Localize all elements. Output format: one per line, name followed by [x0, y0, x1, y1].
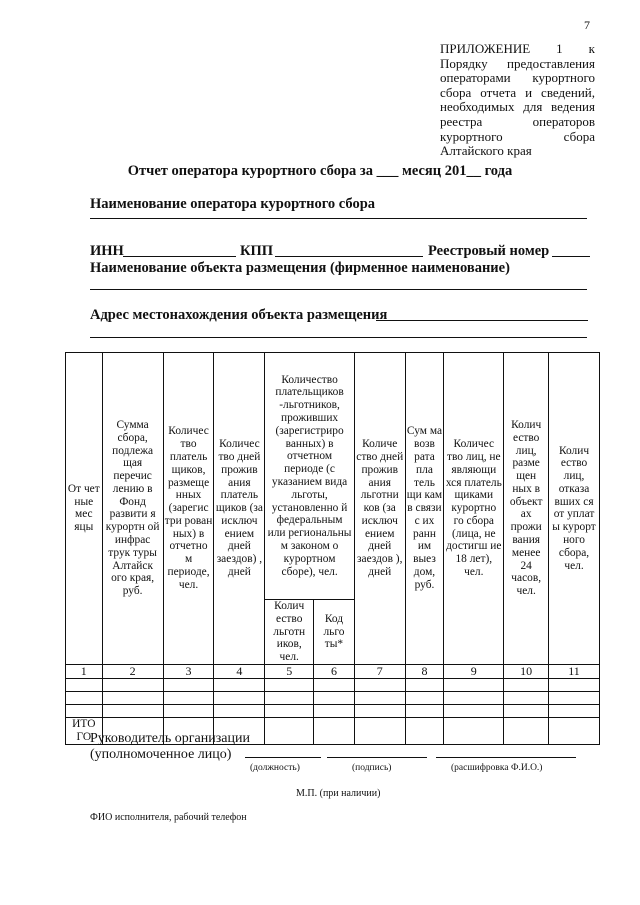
- kpp-field[interactable]: [275, 256, 423, 257]
- col-header-payers: Количес тво платель щиков, размеще нных (зарегис три рован ных) в отчетно м периоде, чел.: [163, 353, 214, 665]
- col-header-refund: Сум ма возв рата пла тель щи кам в связи с их ранн им выез дом, руб.: [405, 353, 444, 665]
- table-cell[interactable]: [444, 717, 504, 744]
- table-cell[interactable]: [163, 691, 214, 704]
- table-cell[interactable]: [405, 717, 444, 744]
- table-cell[interactable]: [549, 717, 600, 744]
- table-cell[interactable]: [314, 717, 355, 744]
- col-header-amount: Сумма сбора, подлежа щая перечис лению в Фонд развити я курортн ой инфрас трук туры Алтайск ого края, руб.: [102, 353, 163, 665]
- col-header-short-stay: Колич ество лиц, разме щен ных в объект ах прожи вания менее 24 часов, чел.: [504, 353, 549, 665]
- facility-name-label: Наименование объекта размещения (фирменное наименование): [90, 260, 510, 276]
- table-cell[interactable]: [444, 678, 504, 691]
- table-cell[interactable]: [405, 691, 444, 704]
- table-cell[interactable]: [66, 678, 103, 691]
- table-cell[interactable]: [504, 704, 549, 717]
- total-label: ИТО ГО: [66, 717, 103, 744]
- facility-address-field[interactable]: [376, 320, 588, 321]
- operator-name-label: Наименование оператора курортного сбора: [90, 196, 376, 212]
- appendix-line: курортного сбора: [440, 128, 595, 144]
- table-cell[interactable]: [102, 678, 163, 691]
- page-number: 7: [584, 18, 590, 32]
- appendix-line: необходимых для ведения: [440, 99, 595, 115]
- table-cell[interactable]: [354, 678, 405, 691]
- appendix-line: Алтайского края: [440, 143, 532, 159]
- col-header-nonpayers: Количес тво лиц, не являющи хся платель щиками курортно го сбора (лица, не достигш ие 18 лет), чел.: [444, 353, 504, 665]
- name-decode-caption: (расшифровка Ф.И.О.): [451, 763, 543, 773]
- table-cell[interactable]: [265, 691, 314, 704]
- col-number: 2: [102, 664, 163, 678]
- table-row: [66, 691, 600, 704]
- head-label-line2: (уполномоченное лицо): [90, 747, 232, 762]
- table-cell[interactable]: [265, 704, 314, 717]
- table-cell[interactable]: [405, 704, 444, 717]
- table-row: [66, 678, 600, 691]
- facility-address-label: Адрес местонахождения объекта размещения: [90, 307, 388, 323]
- table-cell[interactable]: [504, 717, 549, 744]
- table-cell[interactable]: [549, 691, 600, 704]
- table-cell[interactable]: [265, 717, 314, 744]
- table-cell[interactable]: [214, 691, 265, 704]
- col-number: 10: [504, 664, 549, 678]
- inn-label: ИНН: [90, 243, 124, 259]
- table-cell[interactable]: [354, 691, 405, 704]
- table-cell[interactable]: [163, 704, 214, 717]
- col-number: 11: [549, 664, 600, 678]
- table-cell[interactable]: [314, 704, 355, 717]
- table-cell[interactable]: [66, 704, 103, 717]
- table-cell[interactable]: [163, 678, 214, 691]
- kpp-label: КПП: [240, 243, 274, 259]
- appendix-line: Порядку предоставления: [440, 55, 595, 71]
- table-cell[interactable]: [354, 704, 405, 717]
- col-number: 6: [314, 664, 355, 678]
- col-header-days: Количес тво дней прожив ания платель щиков (за исключ ением дней заездов) , дней: [214, 353, 265, 665]
- appendix-line: операторами курортного: [440, 70, 595, 86]
- inn-field[interactable]: [123, 256, 236, 257]
- table-cell[interactable]: [354, 717, 405, 744]
- table-cell[interactable]: [405, 678, 444, 691]
- header-row: [66, 353, 600, 600]
- col-number: 8: [405, 664, 444, 678]
- col-header-beneficiaries: Количество плательщиков -льготников, проживших (зарегистриро ванных) в отчетном периоде (с указанием вида льготы, установленно й федеральным или региональны м законом о курортном сборе), чел.: [265, 353, 355, 600]
- col-number: 5: [265, 664, 314, 678]
- appendix-line: сбора отчета и сведений,: [440, 84, 595, 100]
- table-cell[interactable]: [504, 691, 549, 704]
- col-header-months: От чет ные мес яцы: [66, 353, 103, 665]
- column-number-row: [66, 664, 600, 678]
- appendix-line: реестра операторов: [440, 113, 595, 129]
- col-number: 3: [163, 664, 214, 678]
- facility-name-field[interactable]: [90, 289, 587, 290]
- table-cell[interactable]: [265, 678, 314, 691]
- signature-caption: (подпись): [352, 763, 392, 773]
- table-cell[interactable]: [504, 678, 549, 691]
- col-header-benefit-code: Код льго ты*: [314, 600, 355, 665]
- table-cell[interactable]: [214, 678, 265, 691]
- report-title: Отчет оператора курортного сбора за ___ месяц 201__ года: [127, 163, 513, 179]
- table-cell[interactable]: [214, 704, 265, 717]
- executor-note: ФИО исполнителя, рабочий телефон: [90, 812, 247, 823]
- stamp-note: М.П. (при наличии): [296, 788, 381, 799]
- head-label-line1: Руководитель организации: [90, 731, 250, 746]
- col-number: 7: [354, 664, 405, 678]
- appendix-note: [440, 42, 595, 159]
- table-cell[interactable]: [549, 704, 600, 717]
- table-cell[interactable]: [66, 691, 103, 704]
- col-header-beneficiary-count: Колич ество льготн иков, чел.: [265, 600, 314, 665]
- table-cell[interactable]: [549, 678, 600, 691]
- table-cell[interactable]: [314, 678, 355, 691]
- position-caption: (должность): [250, 763, 300, 773]
- table-cell[interactable]: [102, 704, 163, 717]
- col-number: 1: [66, 664, 103, 678]
- table-row: [66, 704, 600, 717]
- facility-address-field-2[interactable]: [90, 337, 587, 338]
- registry-number-field[interactable]: [552, 256, 590, 257]
- table-cell[interactable]: [314, 691, 355, 704]
- table-cell[interactable]: [102, 691, 163, 704]
- position-field[interactable]: [245, 757, 321, 758]
- registry-number-label: Реестровый номер: [428, 243, 550, 259]
- col-number: 4: [214, 664, 265, 678]
- report-table: [65, 352, 600, 745]
- table-cell[interactable]: [444, 704, 504, 717]
- name-decode-field[interactable]: [436, 757, 576, 758]
- signature-field[interactable]: [327, 757, 427, 758]
- appendix-line: ПРИЛОЖЕНИЕ 1 к: [440, 41, 595, 56]
- operator-name-field[interactable]: [90, 218, 587, 219]
- col-header-refused: Колич ество лиц, отказа вших ся от уплат ы курорт ного сбора, чел.: [549, 353, 600, 665]
- col-number: 9: [444, 664, 504, 678]
- col-header-beneficiary-days: Количе ство дней прожив ания льготни ков (за исключ ением дней заездов ), дней: [354, 353, 405, 665]
- table-cell[interactable]: [444, 691, 504, 704]
